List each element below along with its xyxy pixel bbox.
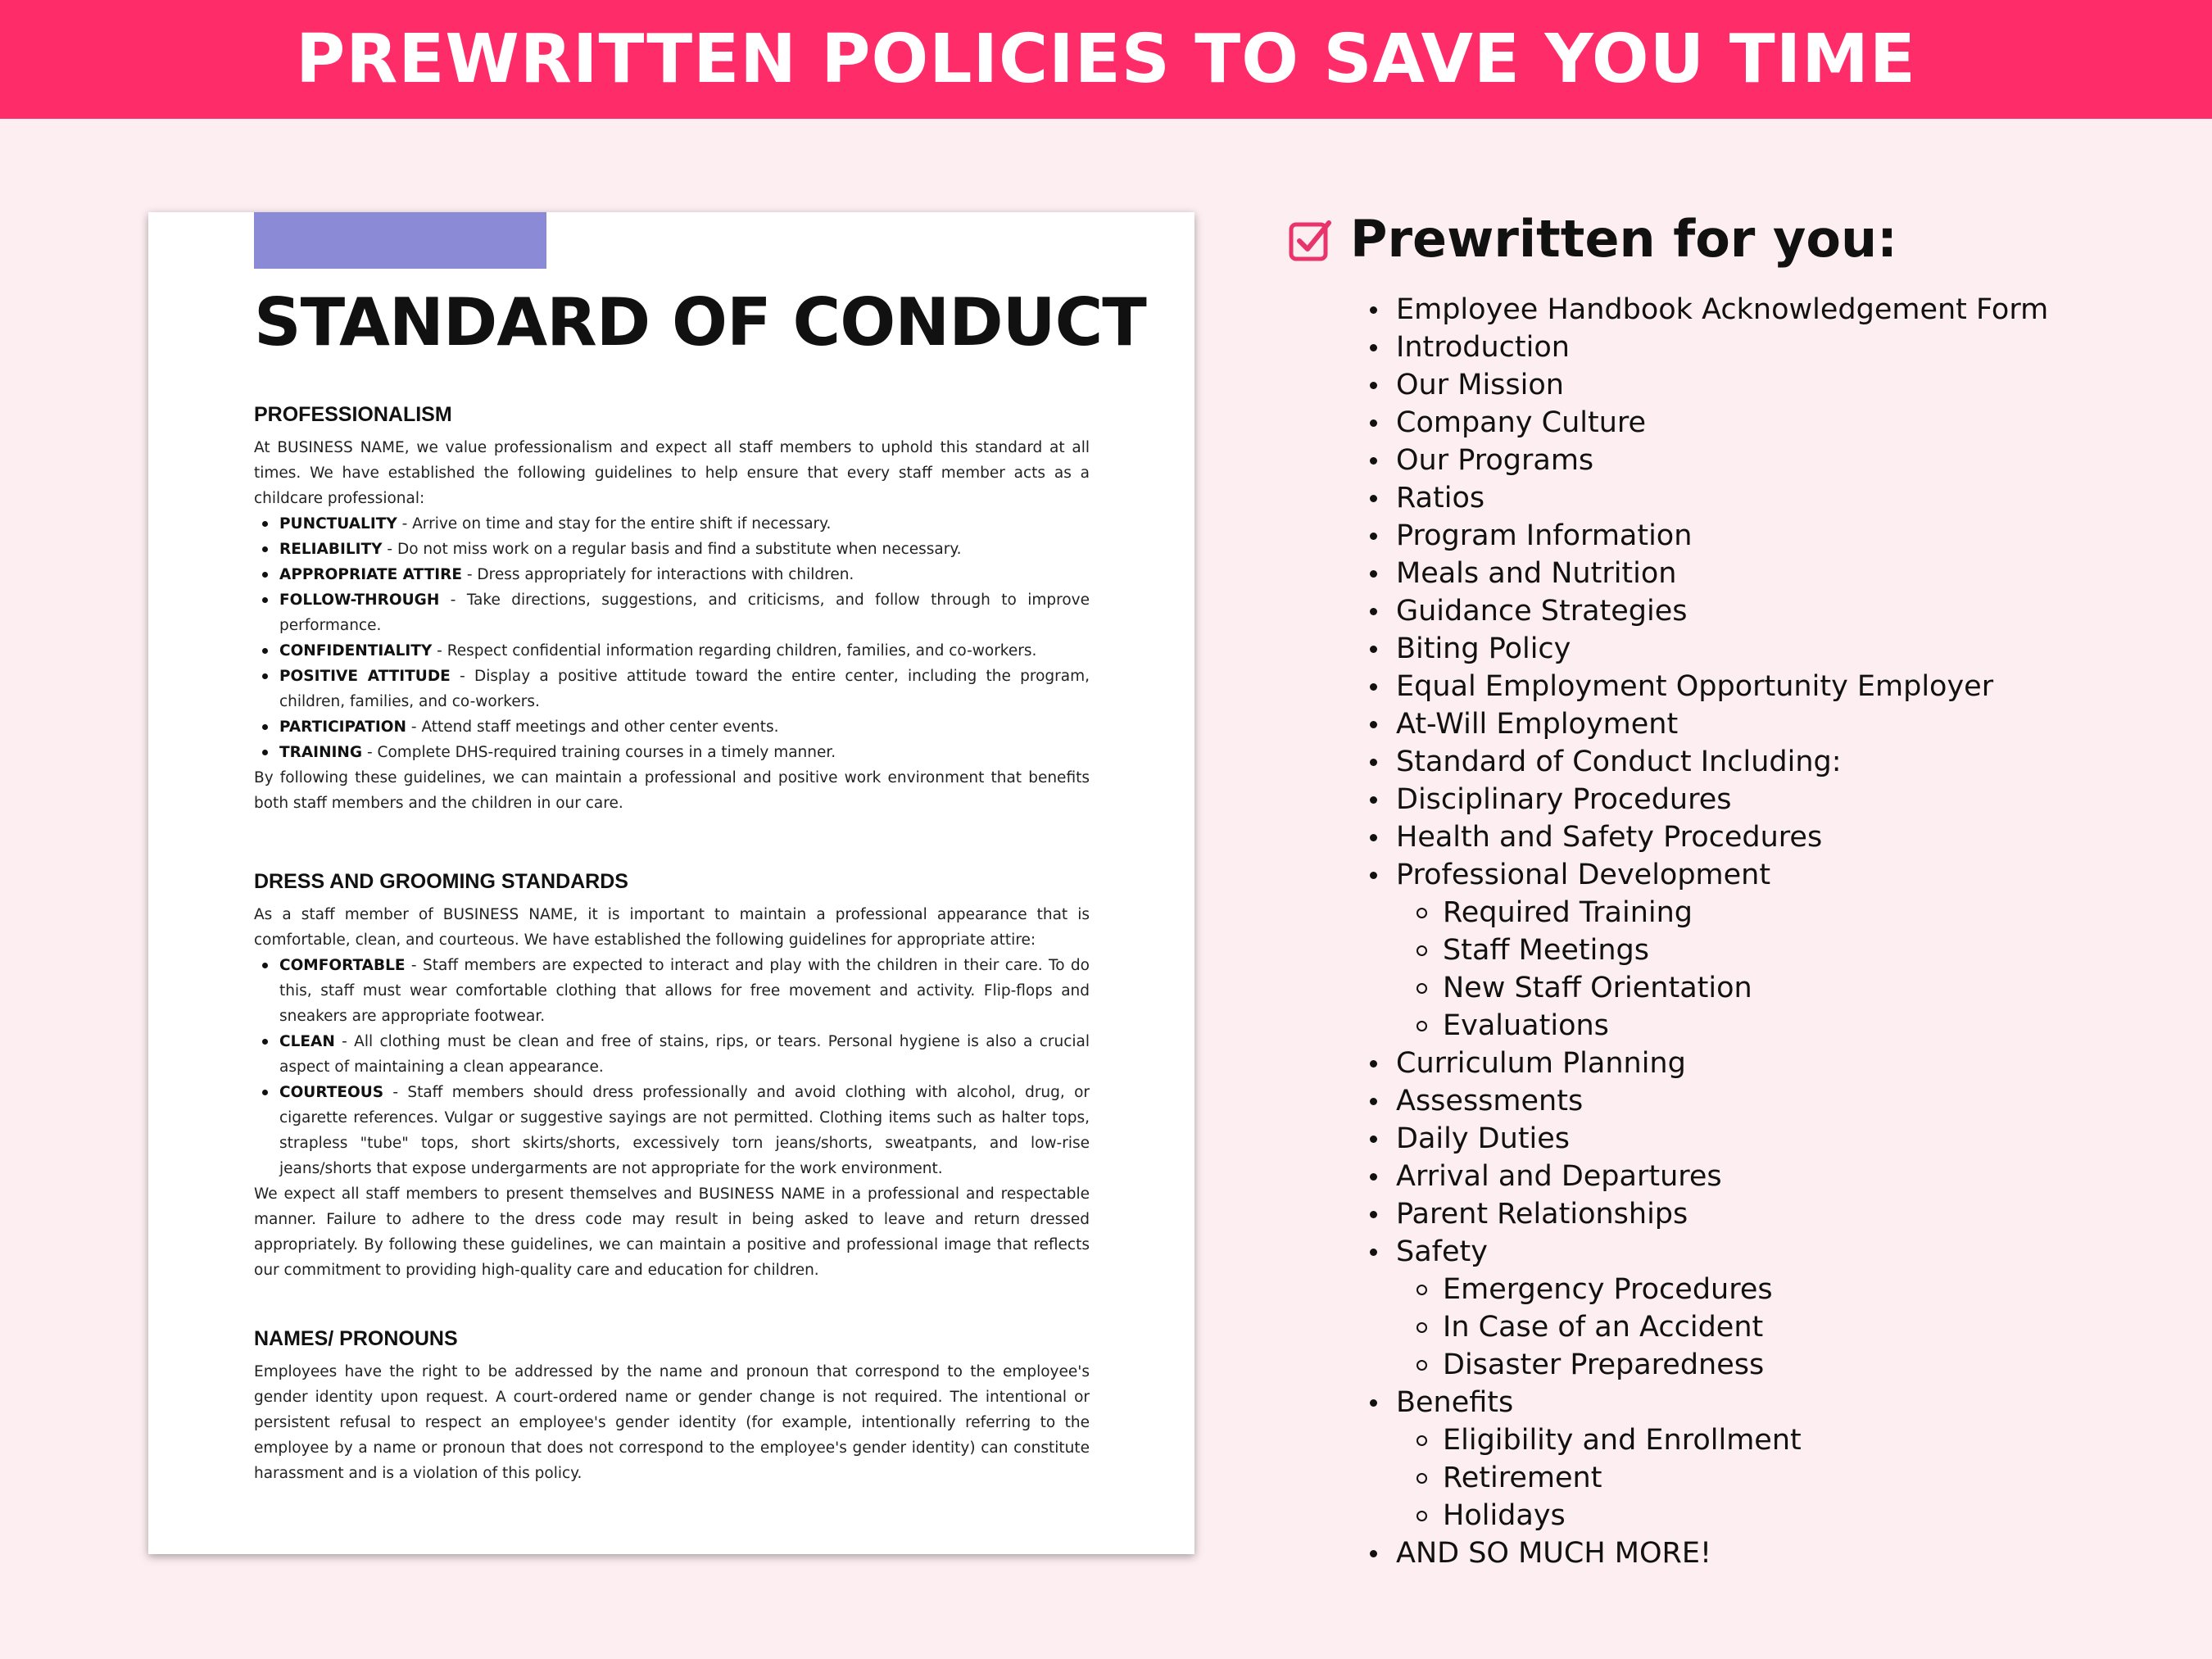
- item-text: - Display a positive attitude toward the entire center, including the program, children, families, and co-workers.: [279, 668, 1090, 710]
- toc-item: Standard of Conduct Including:: [1370, 743, 2189, 781]
- item-term: POSITIVE ATTITUDE: [279, 668, 451, 685]
- toc-item: Equal Employment Opportunity Employer: [1370, 668, 2189, 705]
- toc-header: [1288, 209, 1897, 269]
- toc-list: [1370, 291, 2189, 1572]
- toc-item: Health and Safety Procedures: [1370, 818, 2189, 856]
- toc-item: Meals and Nutrition: [1370, 555, 2189, 592]
- toc-item: Biting Policy: [1370, 630, 2189, 668]
- item-text: - Attend staff meetings and other center events.: [406, 718, 779, 736]
- toc-subitem: Disaster Preparedness: [1370, 1346, 2189, 1384]
- toc-item: Introduction: [1370, 329, 2189, 366]
- toc-item: AND SO MUCH MORE!: [1370, 1534, 2189, 1572]
- list-item: [279, 562, 1090, 587]
- section-professionalism: [254, 403, 1090, 816]
- toc-item: Assessments: [1370, 1082, 2189, 1120]
- item-term: RELIABILITY: [279, 541, 383, 558]
- item-term: COURTEOUS: [279, 1084, 384, 1101]
- list-item: [279, 740, 1090, 765]
- list-item: [279, 714, 1090, 740]
- toc-item: Daily Duties: [1370, 1120, 2189, 1158]
- toc-item: Ratios: [1370, 479, 2189, 517]
- list-item: [279, 537, 1090, 562]
- toc-item: Professional Development: [1370, 856, 2189, 894]
- document-preview: [148, 212, 1194, 1554]
- section-intro: As a staff member of BUSINESS NAME, it is important to maintain a professional appearance that is comfortable, clean, and courteous. We have established the following guidelines for appropriate attire:: [254, 906, 1090, 949]
- toc-subitem: Emergency Procedures: [1370, 1271, 2189, 1308]
- item-term: PUNCTUALITY: [279, 515, 397, 533]
- item-term: APPROPRIATE ATTIRE: [279, 566, 462, 583]
- list-item: [279, 587, 1090, 638]
- professionalism-list: [254, 511, 1090, 765]
- checkbox-checked-icon: [1288, 216, 1334, 262]
- toc-item: Parent Relationships: [1370, 1195, 2189, 1233]
- toc-subitem: Staff Meetings: [1370, 931, 2189, 969]
- item-text: - Staff members should dress professionally and avoid clothing with alcohol, drug, or cigarette references. Vulgar or suggestive sayings are not permitted. Clothing items such as halter tops, strapless "tube" tops, short skirts/shorts, excessively torn jeans/shorts, sweatpants, and low-rise jeans/shorts that expose undergarments are not appropriate for the work environment.: [279, 1084, 1090, 1177]
- toc-item: Curriculum Planning: [1370, 1045, 2189, 1082]
- item-term: TRAINING: [279, 744, 363, 761]
- list-item: [279, 638, 1090, 664]
- item-text: - Do not miss work on a regular basis and find a substitute when necessary.: [382, 541, 962, 558]
- section-intro: At BUSINESS NAME, we value professionalism and expect all staff members to uphold this standard at all times. We have established the following guidelines to help ensure that every staff member acts as a childcare professional:: [254, 439, 1090, 507]
- section-dress: [254, 870, 1090, 1283]
- toc-item: Employee Handbook Acknowledgement Form: [1370, 291, 2189, 329]
- item-term: PARTICIPATION: [279, 718, 407, 736]
- item-text: - Take directions, suggestions, and criticisms, and follow through to improve performance.: [279, 592, 1090, 634]
- toc-item: At-Will Employment: [1370, 705, 2189, 743]
- accent-bar: [254, 212, 546, 269]
- toc-item: Benefits: [1370, 1384, 2189, 1421]
- toc-item: Program Information: [1370, 517, 2189, 555]
- item-term: FOLLOW-THROUGH: [279, 592, 440, 609]
- toc-item: Safety: [1370, 1233, 2189, 1271]
- list-item: [279, 1080, 1090, 1181]
- toc-item: Our Programs: [1370, 442, 2189, 479]
- top-banner: [0, 0, 2212, 119]
- list-item: [279, 664, 1090, 714]
- item-text: - Dress appropriately for interactions with children.: [462, 566, 854, 583]
- section-heading: NAMES/ PRONOUNS: [254, 1327, 458, 1350]
- toc-title: Prewritten for you:: [1350, 209, 1897, 269]
- toc-subitem: In Case of an Accident: [1370, 1308, 2189, 1346]
- item-term: CONFIDENTIALITY: [279, 642, 433, 660]
- section-heading: DRESS AND GROOMING STANDARDS: [254, 870, 628, 893]
- section-heading: PROFESSIONALISM: [254, 403, 452, 426]
- toc-subitem: Required Training: [1370, 894, 2189, 931]
- toc-subitem: New Staff Orientation: [1370, 969, 2189, 1007]
- toc-item: Arrival and Departures: [1370, 1158, 2189, 1195]
- section-outro: We expect all staff members to present themselves and BUSINESS NAME in a professional and respectable manner. Failure to adhere to the dress code may result in being asked to leave and return dressed appropriately. By following these guidelines, we can maintain a positive and professional image that reflects our commitment to providing high-quality care and education for children.: [254, 1185, 1090, 1279]
- item-text: - Respect confidential information regarding children, families, and co-workers.: [432, 642, 1037, 660]
- list-item: [279, 953, 1090, 1029]
- toc-item: Company Culture: [1370, 404, 2189, 442]
- toc-subitem: Evaluations: [1370, 1007, 2189, 1045]
- section-names: [254, 1327, 1090, 1486]
- list-item: [279, 511, 1090, 537]
- section-body: Employees have the right to be addressed by the name and pronoun that correspond to the employee's gender identity upon request. A court-ordered name or gender change is not required. The intentional or persistent refusal to respect an employee's gender identity (for example, intentionally referring to the employee by a name or pronoun that does not correspond to the employee's gender identity) can constitute harassment and is a violation of this policy.: [254, 1363, 1090, 1482]
- item-text: - Arrive on time and stay for the entire shift if necessary.: [397, 515, 832, 533]
- toc-item: Guidance Strategies: [1370, 592, 2189, 630]
- item-term: COMFORTABLE: [279, 957, 406, 974]
- list-item: [279, 1029, 1090, 1080]
- toc-subitem: Eligibility and Enrollment: [1370, 1421, 2189, 1459]
- section-outro: By following these guidelines, we can maintain a professional and positive work environment that benefits both staff members and the children in our care.: [254, 769, 1090, 812]
- document-title: STANDARD OF CONDUCT: [254, 284, 1146, 360]
- item-text: - All clothing must be clean and free of stains, rips, or tears. Personal hygiene is also a crucial aspect of maintaining a clean appearance.: [279, 1033, 1090, 1076]
- banner-title: PREWRITTEN POLICIES TO SAVE YOU TIME: [296, 20, 1916, 98]
- toc-subitem: Retirement: [1370, 1459, 2189, 1497]
- item-text: - Staff members are expected to interact and play with the children in their care. To do this, staff must wear comfortable clothing that allows for free movement and activity. Flip-flops and sneakers are appropriate footwear.: [279, 957, 1090, 1025]
- toc-item: Disciplinary Procedures: [1370, 781, 2189, 818]
- item-term: CLEAN: [279, 1033, 335, 1050]
- dress-list: [254, 953, 1090, 1181]
- toc-subitem: Holidays: [1370, 1497, 2189, 1534]
- item-text: - Complete DHS-required training courses in a timely manner.: [362, 744, 836, 761]
- toc-item: Our Mission: [1370, 366, 2189, 404]
